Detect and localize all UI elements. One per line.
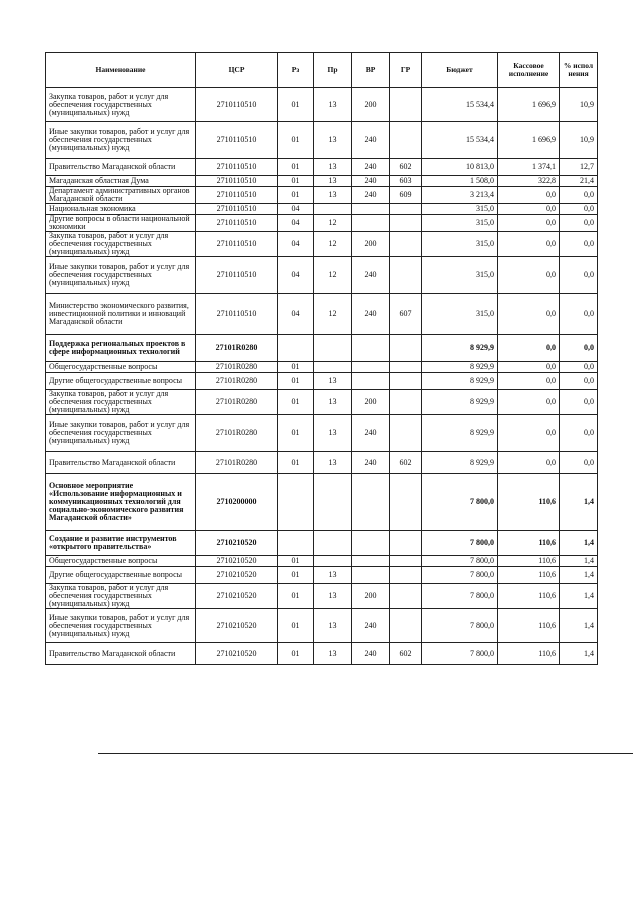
table-row — [46, 187, 598, 204]
cell-budget: 15 534,4 — [422, 88, 498, 122]
cell-budget: 8 929,9 — [422, 452, 498, 474]
cell-vr: 240 — [352, 609, 390, 643]
cell-pr: 13 — [314, 176, 352, 187]
cell-cash: 1 696,9 — [498, 122, 560, 159]
cell-vr: 240 — [352, 294, 390, 335]
cell-cash: 110,6 — [498, 643, 560, 665]
cell-budget: 8 929,9 — [422, 335, 498, 362]
cell-csr: 2710110510 — [196, 204, 278, 215]
table-row — [46, 474, 598, 531]
cell-cash: 0,0 — [498, 215, 560, 232]
table-header-row — [46, 53, 598, 88]
cell-pr: 13 — [314, 122, 352, 159]
table-row — [46, 159, 598, 176]
cell-budget: 1 508,0 — [422, 176, 498, 187]
header-rz: Рз — [278, 53, 314, 88]
cell-cash: 0,0 — [498, 294, 560, 335]
cell-cash: 110,6 — [498, 531, 560, 556]
cell-cash: 0,0 — [498, 390, 560, 415]
cell-pr: 13 — [314, 584, 352, 609]
cell-budget: 15 534,4 — [422, 122, 498, 159]
cell-gr: 602 — [390, 643, 422, 665]
cell-vr: 240 — [352, 187, 390, 204]
table-row — [46, 294, 598, 335]
cell-csr: 2710110510 — [196, 187, 278, 204]
cell-budget: 7 800,0 — [422, 556, 498, 567]
cell-cash: 0,0 — [498, 232, 560, 257]
cell-gr — [390, 122, 422, 159]
header-cash: Кассовое исполнение — [498, 53, 560, 88]
header-name: Наименование — [46, 53, 196, 88]
cell-gr — [390, 474, 422, 531]
cell-vr: 240 — [352, 415, 390, 452]
cell-cash: 0,0 — [498, 335, 560, 362]
cell-rz: 04 — [278, 215, 314, 232]
cell-pr — [314, 204, 352, 215]
cell-gr — [390, 362, 422, 373]
cell-csr: 2710210520 — [196, 643, 278, 665]
header-pct: % испол нения — [560, 53, 598, 88]
cell-name: Другие общегосударственные вопросы — [46, 567, 196, 584]
cell-rz: 04 — [278, 257, 314, 294]
cell-budget: 315,0 — [422, 204, 498, 215]
cell-pr: 13 — [314, 187, 352, 204]
cell-cash: 0,0 — [498, 362, 560, 373]
table-row — [46, 390, 598, 415]
cell-name: Общегосударственные вопросы — [46, 362, 196, 373]
cell-pct: 0,0 — [560, 362, 598, 373]
cell-gr: 603 — [390, 176, 422, 187]
table-row — [46, 415, 598, 452]
cell-rz: 01 — [278, 452, 314, 474]
cell-cash: 1 374,1 — [498, 159, 560, 176]
cell-pr: 12 — [314, 232, 352, 257]
cell-pr — [314, 362, 352, 373]
cell-pr: 13 — [314, 415, 352, 452]
cell-csr: 2710110510 — [196, 215, 278, 232]
cell-rz: 01 — [278, 176, 314, 187]
cell-pct: 10,9 — [560, 88, 598, 122]
cell-gr — [390, 257, 422, 294]
cell-cash: 1 696,9 — [498, 88, 560, 122]
cell-cash: 0,0 — [498, 373, 560, 390]
cell-rz — [278, 335, 314, 362]
cell-rz: 01 — [278, 88, 314, 122]
cell-rz: 01 — [278, 415, 314, 452]
cell-gr: 602 — [390, 452, 422, 474]
cell-pct: 1,4 — [560, 643, 598, 665]
cell-cash: 0,0 — [498, 204, 560, 215]
cell-csr: 2710210520 — [196, 584, 278, 609]
table-row — [46, 257, 598, 294]
cell-pct: 10,9 — [560, 122, 598, 159]
cell-gr: 602 — [390, 159, 422, 176]
cell-budget: 7 800,0 — [422, 584, 498, 609]
cell-cash: 0,0 — [498, 187, 560, 204]
cell-csr: 2710110510 — [196, 232, 278, 257]
cell-pr: 13 — [314, 373, 352, 390]
cell-pct: 0,0 — [560, 415, 598, 452]
cell-gr — [390, 390, 422, 415]
cell-csr: 2710210520 — [196, 567, 278, 584]
cell-cash: 110,6 — [498, 556, 560, 567]
cell-cash: 110,6 — [498, 609, 560, 643]
cell-vr: 240 — [352, 176, 390, 187]
cell-gr — [390, 415, 422, 452]
cell-pr: 12 — [314, 257, 352, 294]
cell-cash: 0,0 — [498, 415, 560, 452]
cell-pct: 0,0 — [560, 204, 598, 215]
cell-vr — [352, 335, 390, 362]
cell-name: Другие общегосударственные вопросы — [46, 373, 196, 390]
cell-name: Иные закупки товаров, работ и услуг для обеспечения государственных (муниципальных) нужд — [46, 415, 196, 452]
cell-gr: 607 — [390, 294, 422, 335]
cell-csr: 27101R0280 — [196, 452, 278, 474]
cell-rz: 04 — [278, 232, 314, 257]
cell-vr: 200 — [352, 232, 390, 257]
cell-pr: 13 — [314, 609, 352, 643]
cell-rz — [278, 531, 314, 556]
cell-vr — [352, 474, 390, 531]
cell-rz: 01 — [278, 122, 314, 159]
cell-pr: 13 — [314, 390, 352, 415]
cell-pr: 13 — [314, 643, 352, 665]
cell-csr: 27101R0280 — [196, 373, 278, 390]
cell-pct: 1,4 — [560, 474, 598, 531]
cell-csr: 2710210520 — [196, 556, 278, 567]
cell-csr: 2710210520 — [196, 609, 278, 643]
cell-vr: 240 — [352, 257, 390, 294]
table-row — [46, 362, 598, 373]
cell-pr: 12 — [314, 294, 352, 335]
cell-budget: 8 929,9 — [422, 415, 498, 452]
cell-rz — [278, 474, 314, 531]
cell-pct: 0,0 — [560, 335, 598, 362]
cell-rz: 01 — [278, 643, 314, 665]
cell-name: Национальная экономика — [46, 204, 196, 215]
cell-name: Закупка товаров, работ и услуг для обеспечения государственных (муниципальных) нужд — [46, 390, 196, 415]
cell-rz: 01 — [278, 373, 314, 390]
cell-pr: 13 — [314, 567, 352, 584]
cell-rz: 01 — [278, 159, 314, 176]
cell-rz: 01 — [278, 584, 314, 609]
cell-pct: 0,0 — [560, 232, 598, 257]
cell-pct: 0,0 — [560, 373, 598, 390]
cell-pct: 0,0 — [560, 215, 598, 232]
cell-name: Общегосударственные вопросы — [46, 556, 196, 567]
table-row — [46, 335, 598, 362]
cell-budget: 7 800,0 — [422, 643, 498, 665]
cell-pr: 13 — [314, 159, 352, 176]
header-budget: Бюджет — [422, 53, 498, 88]
table-row — [46, 531, 598, 556]
cell-budget: 315,0 — [422, 257, 498, 294]
cell-name: Основное мероприятие «Использование информационных и коммуникационных технологий для социально-экономического развития Магаданской области» — [46, 474, 196, 531]
cell-gr — [390, 531, 422, 556]
cell-csr: 2710210520 — [196, 531, 278, 556]
cell-pct: 0,0 — [560, 257, 598, 294]
cell-cash: 110,6 — [498, 474, 560, 531]
cell-gr — [390, 373, 422, 390]
cell-gr — [390, 567, 422, 584]
table-row — [46, 584, 598, 609]
cell-budget: 7 800,0 — [422, 531, 498, 556]
cell-vr: 240 — [352, 452, 390, 474]
cell-cash: 110,6 — [498, 567, 560, 584]
cell-pr — [314, 474, 352, 531]
cell-csr: 2710110510 — [196, 294, 278, 335]
cell-pct: 21,4 — [560, 176, 598, 187]
cell-name: Министерство экономического развития, инвестиционной политики и инноваций Магаданской области — [46, 294, 196, 335]
cell-gr — [390, 204, 422, 215]
header-gr: ГР — [390, 53, 422, 88]
cell-rz: 01 — [278, 609, 314, 643]
cell-gr — [390, 232, 422, 257]
cell-budget: 7 800,0 — [422, 474, 498, 531]
cell-name: Поддержка региональных проектов в сфере информационных технологий — [46, 335, 196, 362]
cell-pr — [314, 556, 352, 567]
cell-vr — [352, 362, 390, 373]
cell-rz: 01 — [278, 567, 314, 584]
table-row — [46, 88, 598, 122]
table-row — [46, 122, 598, 159]
cell-budget: 7 800,0 — [422, 609, 498, 643]
cell-csr: 2710110510 — [196, 88, 278, 122]
bottom-divider — [98, 753, 633, 754]
cell-budget: 315,0 — [422, 232, 498, 257]
cell-budget: 8 929,9 — [422, 362, 498, 373]
cell-csr: 27101R0280 — [196, 390, 278, 415]
cell-name: Правительство Магаданской области — [46, 452, 196, 474]
table-row — [46, 567, 598, 584]
header-csr: ЦСР — [196, 53, 278, 88]
cell-vr: 240 — [352, 122, 390, 159]
cell-pct: 0,0 — [560, 452, 598, 474]
cell-vr: 240 — [352, 159, 390, 176]
cell-budget: 315,0 — [422, 215, 498, 232]
cell-pct: 0,0 — [560, 390, 598, 415]
table-row — [46, 204, 598, 215]
cell-gr — [390, 584, 422, 609]
cell-csr: 2710110510 — [196, 257, 278, 294]
cell-name: Закупка товаров, работ и услуг для обеспечения государственных (муниципальных) нужд — [46, 88, 196, 122]
cell-name: Правительство Магаданской области — [46, 159, 196, 176]
cell-budget: 7 800,0 — [422, 567, 498, 584]
cell-gr — [390, 335, 422, 362]
cell-pr — [314, 335, 352, 362]
cell-budget: 8 929,9 — [422, 390, 498, 415]
cell-vr — [352, 556, 390, 567]
cell-name: Иные закупки товаров, работ и услуг для обеспечения государственных (муниципальных) нужд — [46, 609, 196, 643]
cell-gr: 609 — [390, 187, 422, 204]
cell-cash: 0,0 — [498, 257, 560, 294]
table-row — [46, 609, 598, 643]
cell-vr — [352, 531, 390, 556]
cell-cash: 322,8 — [498, 176, 560, 187]
cell-name: Закупка товаров, работ и услуг для обеспечения государственных (муниципальных) нужд — [46, 232, 196, 257]
table-body — [46, 88, 598, 665]
cell-gr — [390, 556, 422, 567]
cell-vr — [352, 373, 390, 390]
cell-budget: 315,0 — [422, 294, 498, 335]
cell-pr — [314, 531, 352, 556]
cell-name: Другие вопросы в области национальной экономики — [46, 215, 196, 232]
cell-pr: 13 — [314, 452, 352, 474]
cell-cash: 0,0 — [498, 452, 560, 474]
cell-csr: 2710200000 — [196, 474, 278, 531]
cell-csr: 27101R0280 — [196, 335, 278, 362]
cell-pct: 1,4 — [560, 609, 598, 643]
cell-vr: 240 — [352, 643, 390, 665]
cell-rz: 04 — [278, 204, 314, 215]
cell-pct: 1,4 — [560, 556, 598, 567]
cell-vr — [352, 204, 390, 215]
cell-vr: 200 — [352, 390, 390, 415]
cell-csr: 2710110510 — [196, 159, 278, 176]
cell-pct: 1,4 — [560, 567, 598, 584]
cell-name: Департамент административных органов Магаданской области — [46, 187, 196, 204]
cell-name: Иные закупки товаров, работ и услуг для обеспечения государственных (муниципальных) нужд — [46, 122, 196, 159]
table-row — [46, 643, 598, 665]
cell-rz: 01 — [278, 556, 314, 567]
cell-name: Иные закупки товаров, работ и услуг для обеспечения государственных (муниципальных) нужд — [46, 257, 196, 294]
cell-csr: 2710110510 — [196, 122, 278, 159]
cell-cash: 110,6 — [498, 584, 560, 609]
cell-csr: 27101R0280 — [196, 415, 278, 452]
table-row — [46, 232, 598, 257]
cell-csr: 27101R0280 — [196, 362, 278, 373]
cell-pct: 1,4 — [560, 531, 598, 556]
cell-gr — [390, 609, 422, 643]
cell-pct: 1,4 — [560, 584, 598, 609]
cell-name: Создание и развитие инструментов «открытого правительства» — [46, 531, 196, 556]
header-pr: Пр — [314, 53, 352, 88]
header-vr: ВР — [352, 53, 390, 88]
table-row — [46, 215, 598, 232]
cell-name: Магаданская областная Дума — [46, 176, 196, 187]
cell-budget: 8 929,9 — [422, 373, 498, 390]
cell-budget: 3 213,4 — [422, 187, 498, 204]
table-row — [46, 452, 598, 474]
budget-table — [45, 52, 598, 665]
cell-gr — [390, 88, 422, 122]
cell-pct: 0,0 — [560, 187, 598, 204]
cell-pct: 0,0 — [560, 294, 598, 335]
table-row — [46, 373, 598, 390]
cell-csr: 2710110510 — [196, 176, 278, 187]
table-row — [46, 556, 598, 567]
cell-pr: 12 — [314, 215, 352, 232]
cell-vr — [352, 215, 390, 232]
cell-budget: 10 813,0 — [422, 159, 498, 176]
cell-pr: 13 — [314, 88, 352, 122]
cell-vr: 200 — [352, 88, 390, 122]
cell-pct: 12,7 — [560, 159, 598, 176]
cell-name: Правительство Магаданской области — [46, 643, 196, 665]
cell-rz: 01 — [278, 390, 314, 415]
cell-rz: 01 — [278, 362, 314, 373]
cell-name: Закупка товаров, работ и услуг для обеспечения государственных (муниципальных) нужд — [46, 584, 196, 609]
table-row — [46, 176, 598, 187]
cell-rz: 01 — [278, 187, 314, 204]
cell-vr: 200 — [352, 584, 390, 609]
cell-gr — [390, 215, 422, 232]
cell-rz: 04 — [278, 294, 314, 335]
cell-vr — [352, 567, 390, 584]
